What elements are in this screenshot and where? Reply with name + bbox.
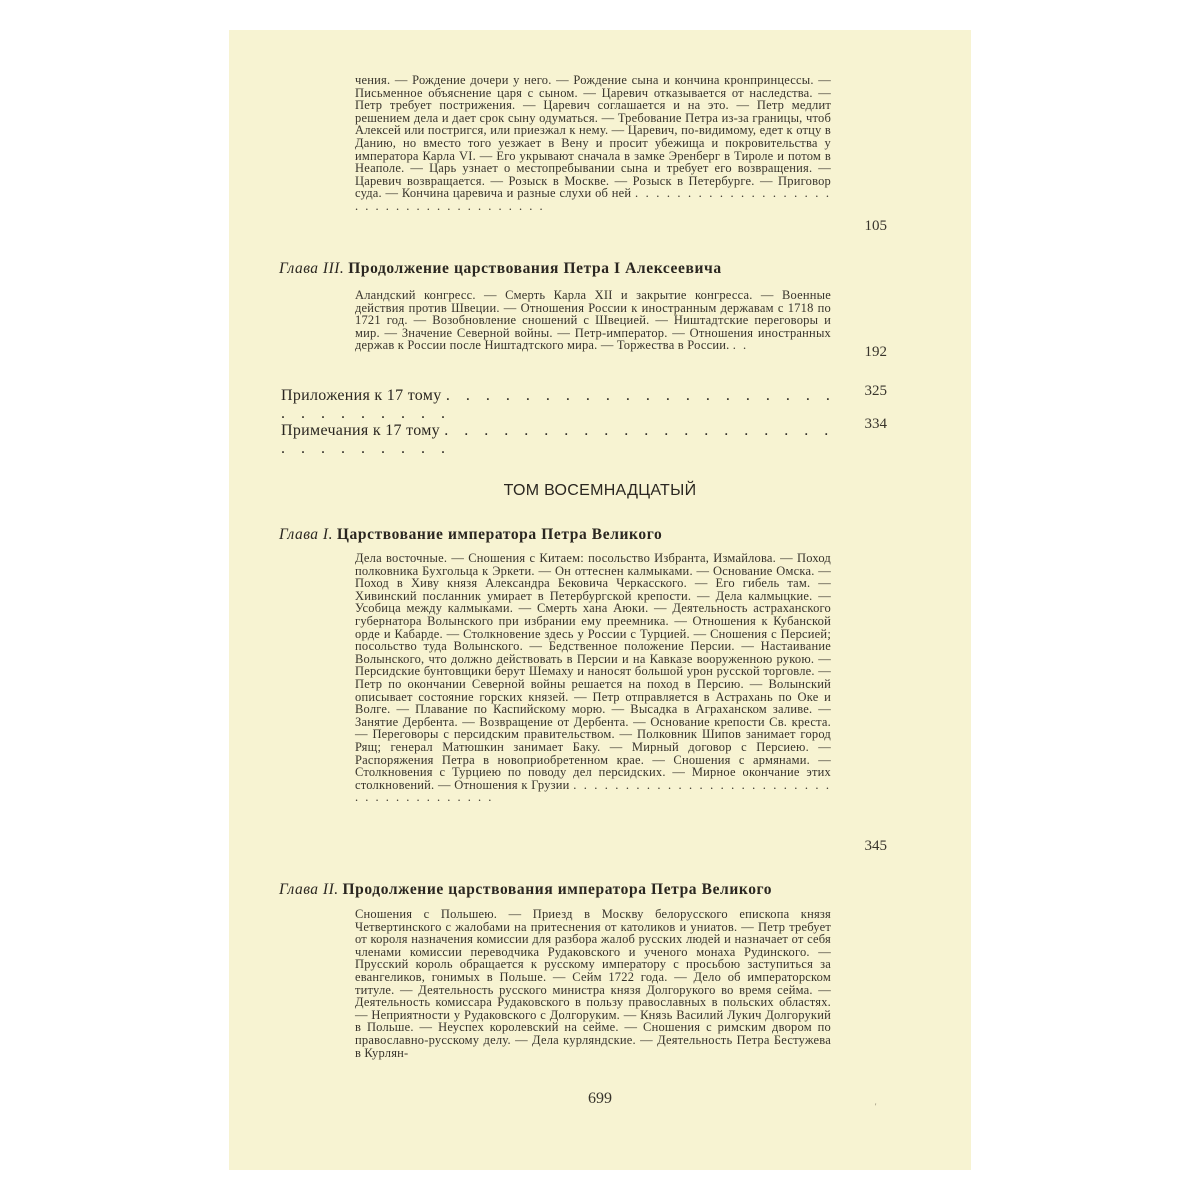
chapter-heading-vol18-ch1 (279, 526, 879, 544)
page-number-105: 105 (864, 218, 887, 234)
page-number-192: 192 (864, 344, 887, 360)
chapter-title: Продолжение царствования императора Петра Великого (342, 881, 773, 898)
page-number-325: 325 (864, 383, 887, 399)
chapter-summary-vol17-ch3 (355, 289, 831, 352)
chapter-summary-vol18-ch2 (355, 908, 831, 1059)
page-content (229, 30, 971, 1170)
paper-speck: ' (875, 1102, 877, 1111)
chapter-summary-vol17-ch2 (355, 74, 831, 213)
leader-dots: . . . . . . . . . . . . . . . . . . . . . . . . . . . . . (281, 422, 835, 457)
summary-text: Дела восточные. — Сношения с Китаем: посольство Избранта, Измайлова. — Поход полковника Бухгольца к Эркети. — Он оттеснен калмыками. — Основание Омска. — Поход в Хиву князя Александра Бековича Черкасского. — Его гибель там. — Хивинский посланник умирает в Петербургской крепости. — Дела калмыцкие. — Усобица между калмыками. — Смерть хана Аюки. — Деятельность астраханского губернатора Волынского при избрании ему преемника. — Отношения к Кубанской орде и Кабарде. — Столкновение здесь у России с Турцией. — Сношения с Персией; посольство туда Волынского. — Бедственное положение Персии. — Настаивание Волынского, что должно действовать в Персии и на Кавказе вооруженною рукою. — Персидские бунтовщики берут Шемаху и наносят большой урон русской торговле. — Петр по окончании Северной войны решается на поход в Персию. — Волынский описывает состояние горских князей. — Петр отправляется в Астрахань по Оке и Волге. — Плавание по Каспийскому морю. — Высадка в Аграханском заливе. — Занятие Дербента. — Возвращение от Дербента. — Основание крепости Св. креста. — Переговоры с персидским правительством. — Полковник Шипов занимает город Рящ; генерал Матюшкин занимает Баку. — Мирный договор с Персиею. — Распоряжения Петра в новоприобретенном крае. — Сношения с армянами. — Столкновения с Турциею по поводу дел персидских. — Мирное окончание этих столкновений. — Отношения к Грузии (355, 551, 831, 792)
chapter-title: Царствование императора Петра Великого (336, 526, 663, 543)
leader-dots: . . . . . . . . . . . . . . . . . . . . . . . . . . . . . (281, 387, 836, 422)
chapter-heading-vol18-ch2 (279, 881, 879, 899)
summary-text: чения. — Рождение дочери у него. — Рождение сына и кончина кронпринцессы. — Письменное объяснение царя с сыном. — Царевич отказывается от наследства. — Петр требует пострижения. — Царевич соглашается и на это. — Петр медлит решением дела и дает срок сыну одуматься. — Требование Петра из-за границы, чтоб Алексей или постригся, или приезжал к нему. — Царевич, по-видимому, едет к отцу в Данию, но вместо того уезжает в Вену и просит убежища и покровительства у императора Карла VI. — Его укрывают сначала в замке Эренберг в Тироле и потом в Неаполе. — Царь узнает о местопребывании сына и требует его возвращения. — Царевич возвращается. — Розыск в Москве. — Розыск в Петербурге. — Приговор суда. — Кончина царевича и разные слухи об ней (355, 73, 831, 201)
leader-dots: . . (732, 338, 749, 353)
chapter-label: Глава III. (279, 260, 345, 277)
summary-text: Сношения с Польшею. — Приезд в Москву белорусского епископа князя Четвертинского с жалобами на притеснения от католиков и униатов. — Петр требует от короля назначения комиссии для разбора жалоб русских людей и назначает от себя членами комиссии переводчика Рудаковского и ученого монаха Рудинского. — Прусский король обращается к русскому императору с просьбою заступиться за евангеликов, гонимых в Польше. — Сейм 1722 года. — Дело об императорском титуле. — Деятельность русского министра князя Долгорукого во время сейма. — Деятельность комиссара Рудаковского в пользу православных в польских областях. — Неприятности у Рудаковского с Долгоруким. — Князь Василий Лукич Долгорукий в Польше. — Неуспех королевский на сейме. — Сношения с римским двором по православно-русскому делу. — Дела курляндские. — Деятельность Петра Бестужева в Курлян- (355, 907, 831, 1060)
chapter-label: Глава I. (279, 526, 333, 543)
chapter-heading-vol17-ch3 (279, 260, 879, 278)
leader-dots: . . . . . . . . . . . . . . . . . . . . . . . . . . . . . . . . . . . . . . . (355, 777, 832, 805)
summary-text: Аландский конгресс. — Смерть Карла XII и закрытие конгресса. — Военные действия против Швеции. — Отношения России к иностранным державам с 1718 по 1721 год. — Возобновление сношений с Швецией. — Ништадтские переговоры и мир. — Значение Северной войны. — Петр-император. — Отношения иностранных держав к России после Ништадтского мира. — Торжества в России. (355, 288, 831, 353)
appendix-label: Приложения к 17 тому (281, 387, 442, 404)
notes-entry (281, 422, 841, 458)
leader-dots: . . . . . . . . . . . . . . . . . . . . . . . . . . . . . . . . . . . . . . (355, 186, 832, 213)
chapter-label: Глава II. (279, 881, 339, 898)
appendix-entry (281, 387, 841, 423)
folio-page-number: 699 (588, 1090, 612, 1107)
notes-label: Примечания к 17 тому (281, 422, 440, 439)
page-number-334: 334 (864, 416, 887, 432)
book-page (229, 30, 971, 1170)
chapter-summary-vol18-ch1 (355, 552, 831, 804)
volume-title: ТОМ ВОСЕМНАДЦАТЫЙ (503, 482, 697, 499)
chapter-title: Продолжение царствования Петра I Алексеевича (348, 260, 722, 277)
page-number-345: 345 (864, 838, 887, 854)
